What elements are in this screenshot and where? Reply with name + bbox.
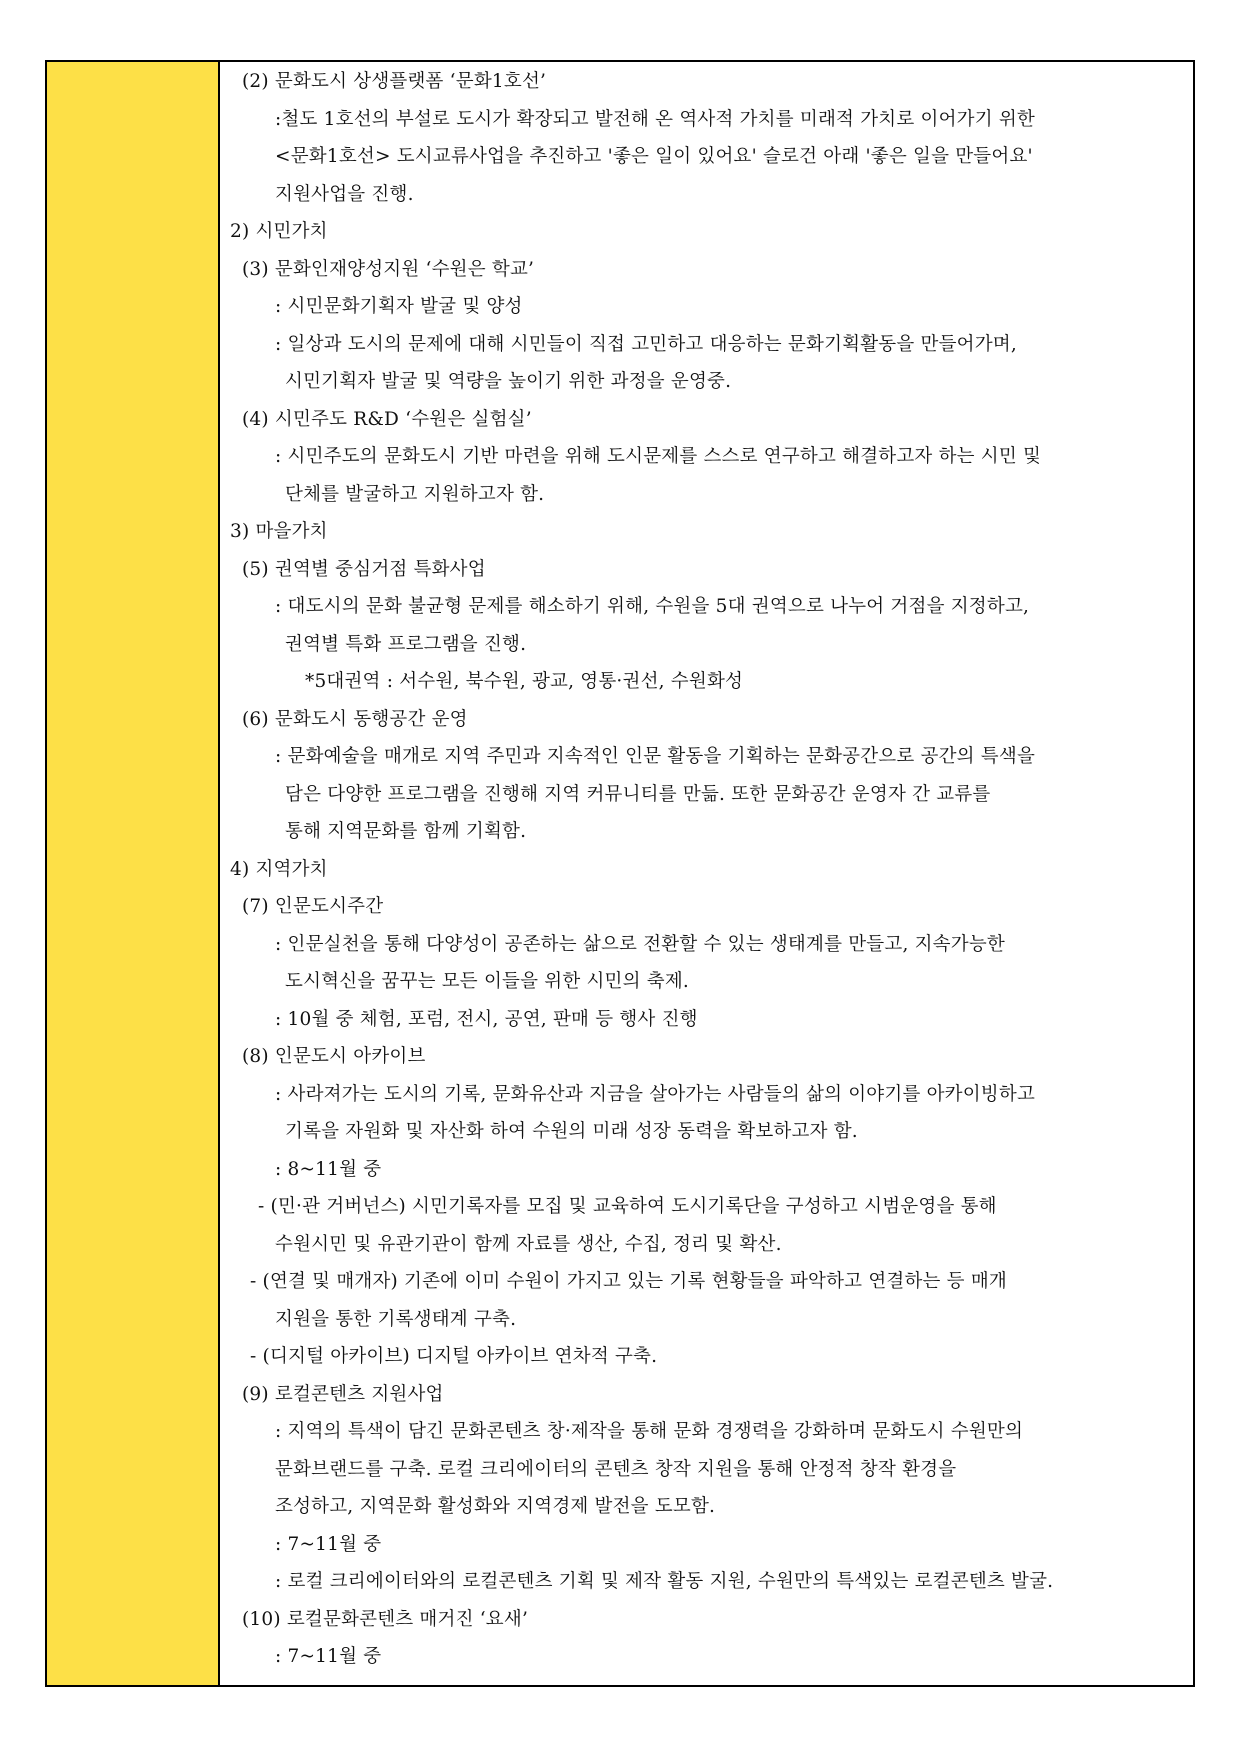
text-line: : 로컬 크리에이터와의 로컬콘텐츠 기획 및 제작 활동 지원, 수원만의 특색있는 로컬콘텐츠 발굴. (275, 1571, 1054, 1592)
text-line: 단체를 발굴하고 지원하고자 함. (285, 483, 545, 505)
text-line: - (연결 및 매개자) 기존에 이미 수원이 가지고 있는 기록 현황들을 파악하고 연결하는 등 매개 (250, 1271, 1007, 1292)
text-line: : 10월 중 체험, 포럼, 전시, 공연, 판매 등 행사 진행 (275, 1008, 698, 1030)
document-table (45, 60, 1195, 1687)
text-line: 담은 다양한 프로그램을 진행해 지역 커뮤니티를 만듦. 또한 문화공간 운영자 간 교류를 (285, 783, 991, 805)
text-line: 권역별 특화 프로그램을 진행. (285, 633, 527, 655)
text-line: 통해 지역문화를 함께 기획함. (285, 821, 527, 842)
text-line: 3) 마을가치 (230, 521, 328, 542)
text-line: 지원사업을 진행. (275, 183, 414, 205)
text-line: : 7~11월 중 (275, 1646, 382, 1667)
text-line: 문화브랜드를 구축. 로컬 크리에이터의 콘텐츠 창작 지원을 통해 안정적 창작 환경을 (275, 1458, 957, 1480)
text-line: 수원시민 및 유관기관이 함께 자료를 생산, 수집, 정리 및 확산. (275, 1233, 782, 1255)
text-line: : 7~11월 중 (275, 1533, 382, 1555)
text-line: 기록을 자원화 및 자산화 하여 수원의 미래 성장 동력을 확보하고자 함. (285, 1121, 858, 1142)
text-line: : 8~11월 중 (275, 1158, 382, 1180)
text-line: : 시민주도의 문화도시 기반 마련을 위해 도시문제를 스스로 연구하고 해결하고자 하는 시민 및 (275, 446, 1042, 467)
category-column (47, 62, 220, 1685)
text-line: <문화1호선> 도시교류사업을 추진하고 '좋은 일이 있어요' 슬로건 아래 '좋은 일을 만들어요' (275, 146, 1033, 167)
text-line: : 지역의 특색이 담긴 문화콘텐츠 창·제작을 통해 문화 경쟁력을 강화하며 문화도시 수원만의 (275, 1421, 1024, 1442)
text-line: (3) 문화인재양성지원 ‘수원은 학교’ (242, 258, 535, 280)
text-line: 2) 시민가치 (230, 221, 328, 242)
text-line: 도시혁신을 꿈꾸는 모든 이들을 위한 시민의 축제. (285, 971, 689, 992)
text-line: : 문화예술을 매개로 지역 주민과 지속적인 인문 활동을 기획하는 문화공간으로 공간의 특색을 (275, 746, 1036, 767)
text-line: (7) 인문도시주간 (242, 896, 384, 917)
text-line: (8) 인문도시 아카이브 (242, 1046, 426, 1067)
content-cell (220, 62, 1193, 1685)
text-line: 시민기획자 발굴 및 역량을 높이기 위한 과정을 운영중. (285, 371, 732, 392)
text-line: (6) 문화도시 동행공간 운영 (242, 708, 468, 730)
text-line: (2) 문화도시 상생플랫폼 ‘문화1호선’ (242, 71, 547, 92)
text-line: : 인문실천을 통해 다양성이 공존하는 삶으로 전환할 수 있는 생태계를 만들고, 지속가능한 (275, 933, 1005, 955)
text-line: - (민·관 거버넌스) 시민기록자를 모집 및 교육하여 도시기록단을 구성하고 시범운영을 통해 (258, 1196, 997, 1217)
text-line: : 대도시의 문화 불균형 문제를 해소하기 위해, 수원을 5대 권역으로 나누어 거점을 지정하고, (275, 596, 1030, 617)
text-line: : 시민문화기획자 발굴 및 양성 (275, 296, 523, 317)
text-line: : 사라져가는 도시의 기록, 문화유산과 지금을 살아가는 사람들의 삶의 이야기를 아카이빙하고 (275, 1083, 1036, 1105)
text-line: :철도 1호선의 부설로 도시가 확장되고 발전해 온 역사적 가치를 미래적 가치로 이어가기 위한 (275, 108, 1036, 130)
text-line: *5대권역 : 서수원, 북수원, 광교, 영통·권선, 수원화성 (305, 671, 744, 692)
text-line: 지원을 통한 기록생태계 구축. (275, 1308, 517, 1330)
text-line: (9) 로컬콘텐츠 지원사업 (242, 1383, 444, 1405)
text-line: 4) 지역가치 (230, 858, 328, 880)
text-line: (5) 권역별 중심거점 특화사업 (242, 558, 486, 580)
text-line: - (디지털 아카이브) 디지털 아카이브 연차적 구축. (250, 1346, 658, 1367)
text-line: (4) 시민주도 R&D ‘수원은 실험실’ (242, 408, 532, 430)
text-line: : 일상과 도시의 문제에 대해 시민들이 직접 고민하고 대응하는 문화기획활동을 만들어가며, (275, 333, 1017, 355)
text-line: 조성하고, 지역문화 활성화와 지역경제 발전을 도모함. (275, 1496, 716, 1517)
text-line: (10) 로컬문화콘텐츠 매거진 ‘요새’ (242, 1608, 529, 1630)
